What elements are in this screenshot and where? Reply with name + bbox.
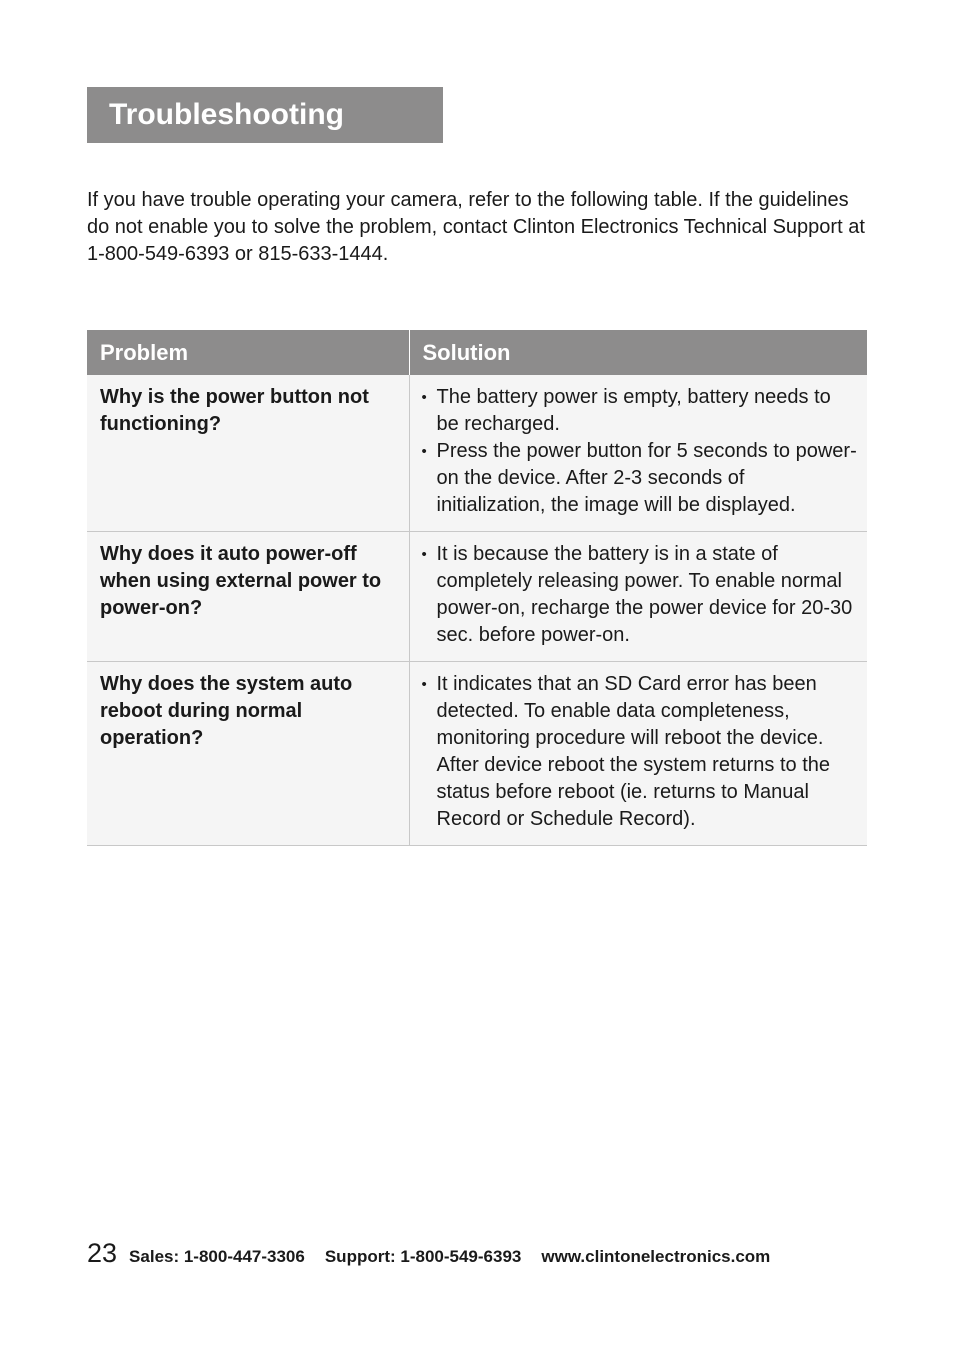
table-row [87, 375, 867, 532]
column-header-solution: Solution [409, 330, 867, 375]
sales-phone: Sales: 1-800-447-3306 [129, 1247, 305, 1266]
table-row [87, 662, 867, 846]
table-row [87, 532, 867, 662]
website-link[interactable]: www.clintonelectronics.com [541, 1247, 771, 1266]
solution-cell [409, 662, 867, 846]
solution-list [422, 541, 858, 649]
solution-item: • The battery power is empty, battery needs to be recharged. [422, 384, 858, 438]
solution-item: • It indicates that an SD Card error has been detected. To enable data completeness, monitoring procedure will reboot the device. After device reboot the system returns to the status before reboot (ie. returns to Manual Record or Schedule Record). [422, 671, 858, 833]
solution-cell [409, 532, 867, 662]
support-phone: Support: 1-800-549-6393 [324, 1247, 522, 1266]
problem-cell: Why does it auto power-off when using external power to power-on? [87, 532, 409, 662]
solution-list [422, 671, 858, 833]
solution-item: • Press the power button for 5 seconds to power-on the device. After 2-3 seconds of initialization, the image will be displayed. [422, 438, 858, 519]
problem-cell: Why does the system auto reboot during normal operation? [87, 662, 409, 846]
problem-cell: Why is the power button not functioning? [87, 375, 409, 532]
table-header-row [87, 330, 867, 375]
intro-paragraph: If you have trouble operating your camera, refer to the following table. If the guidelines do not enable you to solve the problem, contact Clinton Electronics Technical Support at 1-800-549-6393 or 815-633-1444. [87, 189, 865, 265]
page-footer [87, 1238, 867, 1269]
solution-list [422, 384, 858, 519]
troubleshooting-table [87, 330, 867, 846]
page-title: Troubleshooting [87, 87, 443, 143]
solution-cell [409, 375, 867, 532]
solution-item: • It is because the battery is in a state of completely releasing power. To enable normal power-on, recharge the power device for 20-30 sec. before power-on. [422, 541, 858, 649]
column-header-problem: Problem [87, 330, 409, 375]
page-number: 23 [87, 1238, 118, 1268]
